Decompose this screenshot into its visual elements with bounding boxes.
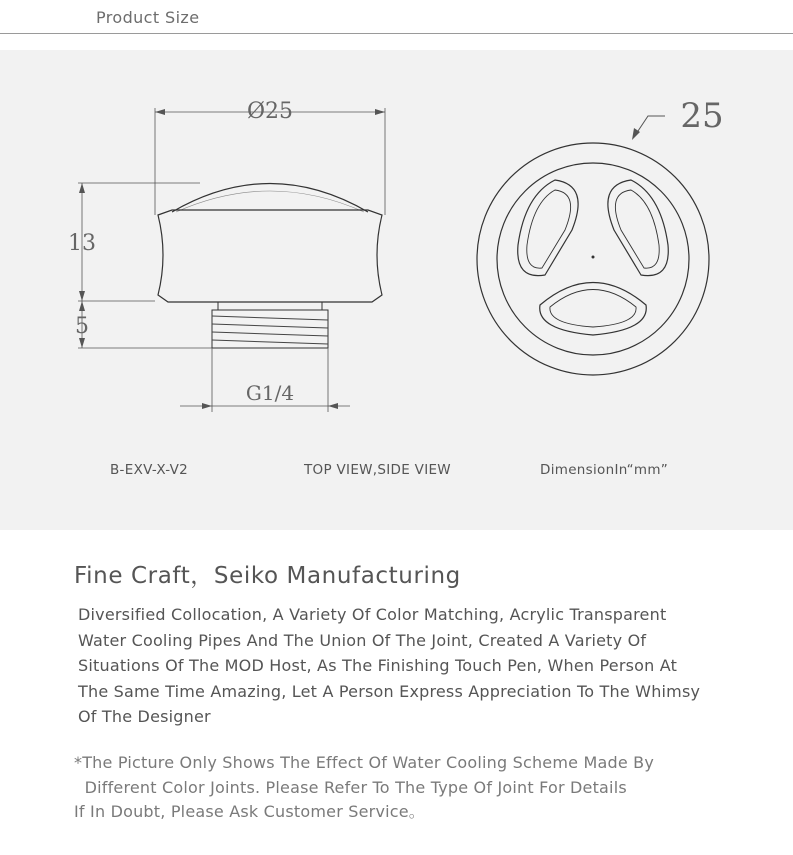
side-view xyxy=(78,108,385,412)
thread-length-label: 5 xyxy=(75,314,89,339)
section-header xyxy=(0,0,793,35)
technical-drawing-svg xyxy=(0,50,793,530)
description-line: Water Cooling Pipes And The Union Of The Joint, Created A Variety Of xyxy=(78,630,647,650)
note-line: If In Doubt, Please Ask Customer Service。 xyxy=(74,802,426,821)
note-line: Different Color Joints. Please Refer To The Type Of Joint For Details xyxy=(74,777,627,797)
product-size-drawing xyxy=(0,50,793,530)
top-view xyxy=(477,116,709,375)
disclaimer-note xyxy=(74,751,774,825)
description-line: The Same Time Amazing, Let A Person Express Appreciation To The Whimsy xyxy=(78,681,701,701)
description-line: Of The Designer xyxy=(78,707,211,726)
description-paragraph xyxy=(78,602,768,730)
thread-label: G1/4 xyxy=(245,381,295,405)
unit-caption: DimensionIn“mm” xyxy=(540,462,669,478)
top-diameter-label: 25 xyxy=(680,96,724,136)
description-line: Diversified Collocation, A Variety Of Color Matching, Acrylic Transparent xyxy=(78,605,667,624)
section-header-title: Product Size xyxy=(96,8,200,27)
height-label: 13 xyxy=(68,231,96,256)
model-caption: B-EXV-X-V2 xyxy=(110,462,189,478)
description-line: Situations Of The MOD Host, As The Finishing Touch Pen, When Person At xyxy=(78,656,678,675)
note-line: *The Picture Only Shows The Effect Of Water Cooling Scheme Made By xyxy=(74,753,655,772)
diameter-label: Ø25 xyxy=(246,99,294,124)
section-title: Fine Craft，Seiko Manufacturing xyxy=(74,563,461,589)
header-divider xyxy=(0,33,793,34)
views-caption: TOP VIEW,SIDE VIEW xyxy=(304,462,451,478)
